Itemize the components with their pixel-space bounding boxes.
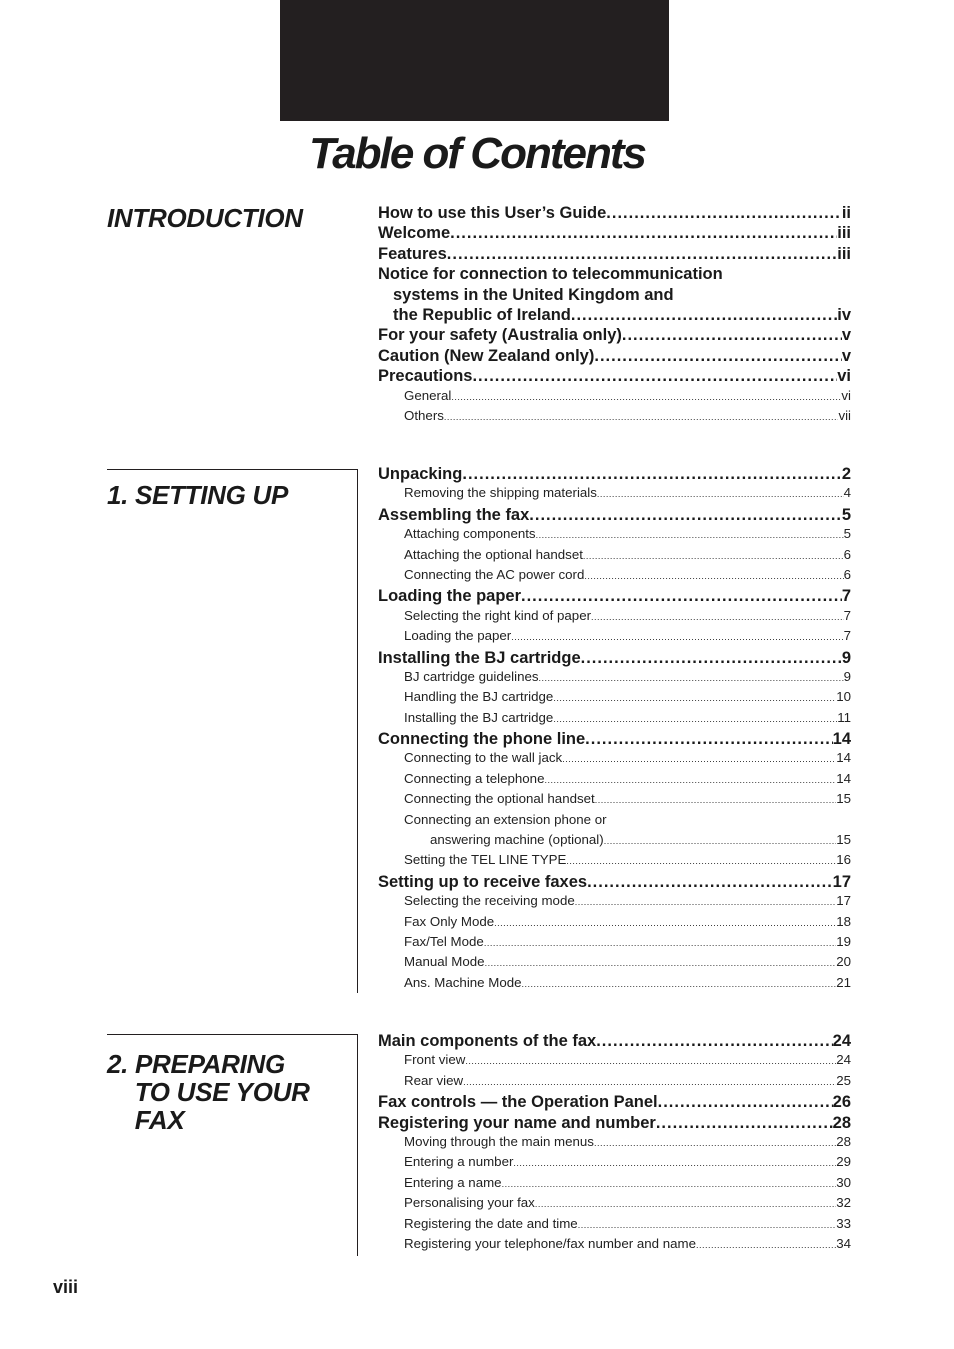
toc-subentry xyxy=(378,750,851,770)
toc-entry-title: Assembling the fax xyxy=(378,505,530,524)
toc-entry-title: Front view xyxy=(404,1052,466,1068)
toc-entry xyxy=(378,730,851,750)
toc-entry-title: How to use this User’s Guide xyxy=(378,204,607,222)
toc-entry-title: Features xyxy=(378,244,447,263)
toc-introduction xyxy=(378,204,851,428)
section-rule xyxy=(357,469,358,993)
section-title-line: TO USE YOUR xyxy=(107,1077,310,1107)
toc-subentry xyxy=(378,1216,851,1236)
toc-entry xyxy=(378,245,851,265)
dot-leader xyxy=(622,326,842,345)
toc-entry-title: Others xyxy=(404,407,444,423)
dot-leader xyxy=(447,245,837,264)
header-black-block xyxy=(280,0,669,121)
dot-leader xyxy=(451,388,841,403)
toc-entry-page: 2 xyxy=(841,465,851,483)
toc-entry-page: 9 xyxy=(843,668,851,684)
toc-entry-title: Setting up to receive faxes xyxy=(378,872,588,891)
toc-entry-title: Fax/Tel Mode xyxy=(404,933,484,949)
toc-subentry xyxy=(378,547,851,567)
toc-entry-title: Selecting the receiving mode xyxy=(404,893,575,909)
section-title-line: FAX xyxy=(107,1105,185,1135)
section-title-line: 1. SETTING UP xyxy=(107,480,289,510)
dot-leader xyxy=(450,224,837,243)
toc-entry-page: 19 xyxy=(836,933,851,949)
toc-entry-title: answering machine (optional) xyxy=(430,832,604,848)
toc-entry xyxy=(378,649,851,669)
toc-subentry xyxy=(378,608,851,628)
toc-entry-page: iii xyxy=(837,244,851,263)
toc-entry xyxy=(378,224,851,244)
toc-entry-page: 6 xyxy=(843,566,851,582)
toc-entry-title: Installing the BJ cartridge xyxy=(378,648,581,667)
toc-entry-title: General xyxy=(404,387,452,403)
dot-leader xyxy=(463,1073,836,1088)
dot-leader xyxy=(553,689,836,704)
toc-entry-continued: Connecting an extension phone or xyxy=(404,811,607,827)
toc-entry-page: iv xyxy=(837,305,851,324)
toc-entry-page: 14 xyxy=(832,730,851,749)
toc-entry-title: Unpacking xyxy=(378,465,463,483)
dot-leader xyxy=(583,547,844,562)
toc-entry-title: Welcome xyxy=(378,224,451,243)
toc-entry-page: 30 xyxy=(836,1174,851,1190)
dot-leader xyxy=(584,567,843,582)
toc-subentry xyxy=(378,388,851,408)
section-title-introduction xyxy=(107,204,303,232)
toc-subentry xyxy=(378,791,851,811)
dot-leader xyxy=(597,485,844,500)
toc-entry-page: 29 xyxy=(836,1154,851,1170)
dot-leader xyxy=(529,506,842,525)
dot-leader xyxy=(571,306,837,325)
toc-entry xyxy=(378,326,851,346)
toc-subentry xyxy=(378,1134,851,1154)
dot-leader xyxy=(566,852,836,867)
dot-leader xyxy=(553,710,837,725)
dot-leader xyxy=(522,975,837,990)
dot-leader xyxy=(513,1154,836,1169)
section-title-setting-up xyxy=(107,481,288,509)
toc-subentry xyxy=(378,771,851,791)
toc-entry-page: v xyxy=(841,326,851,345)
toc-entry-title: Setting the TEL LINE TYPE xyxy=(404,852,567,868)
toc-entry-page: vi xyxy=(841,387,851,403)
toc-entry-title: Loading the paper xyxy=(378,587,522,606)
toc-entry-page: 33 xyxy=(836,1215,851,1231)
toc-entry xyxy=(378,1093,851,1113)
toc-entry-title: Personalising your fax xyxy=(404,1195,535,1211)
toc-subentry xyxy=(378,710,851,730)
toc-subentry xyxy=(378,914,851,934)
toc-entry-title: Connecting a telephone xyxy=(404,770,545,786)
toc-subentry xyxy=(378,893,851,913)
dot-leader xyxy=(587,873,833,892)
dot-leader xyxy=(544,771,836,786)
toc-entry-continued: Notice for connection to telecommunication xyxy=(378,265,723,284)
dot-leader xyxy=(604,832,837,847)
toc-entry-page: 5 xyxy=(841,505,851,524)
toc-subentry xyxy=(378,1073,851,1093)
dot-leader xyxy=(585,730,832,749)
toc-entry-page: ii xyxy=(841,204,851,222)
toc-preparing xyxy=(378,1032,851,1256)
toc-entry-title: Entering a name xyxy=(404,1174,502,1190)
toc-entry-title: BJ cartridge guidelines xyxy=(404,668,539,684)
toc-subentry xyxy=(378,832,851,852)
toc-entry-title: Precautions xyxy=(378,367,473,386)
toc-entry xyxy=(378,1114,851,1134)
toc-subentry xyxy=(378,669,851,689)
toc-entry-title: Connecting the phone line xyxy=(378,730,586,749)
dot-leader xyxy=(578,1216,836,1231)
toc-entry-title: Registering the date and time xyxy=(404,1215,578,1231)
toc-subentry xyxy=(378,852,851,872)
toc-entry-title: Rear view xyxy=(404,1072,464,1088)
toc-entry-page: 6 xyxy=(843,546,851,562)
dot-leader xyxy=(539,669,844,684)
toc-entry-page: 28 xyxy=(832,1113,851,1132)
toc-entry-page: 10 xyxy=(836,689,851,705)
toc-entry-title: Manual Mode xyxy=(404,954,485,970)
toc-entry-continued: systems in the United Kingdom and xyxy=(393,285,674,304)
toc-entry-title: Selecting the right kind of paper xyxy=(404,607,592,623)
toc-entry-page: 24 xyxy=(832,1032,851,1050)
toc-subentry xyxy=(378,1175,851,1195)
dot-leader xyxy=(485,954,837,969)
toc-entry-page: 25 xyxy=(836,1072,851,1088)
dot-leader xyxy=(658,1093,833,1112)
section-rule xyxy=(357,1034,358,1256)
toc-entry-page: 5 xyxy=(843,526,851,542)
dot-leader xyxy=(596,1032,832,1051)
toc-entry-page: vii xyxy=(838,407,851,423)
toc-subentry xyxy=(378,934,851,954)
toc-entry-page: 15 xyxy=(836,791,851,807)
section-title-line: INTRODUCTION xyxy=(107,203,303,233)
dot-leader xyxy=(484,934,836,949)
toc-entry-title: Moving through the main menus xyxy=(404,1133,594,1149)
toc-subentry xyxy=(378,1154,851,1174)
dot-leader xyxy=(462,465,841,484)
toc-entry xyxy=(378,347,851,367)
toc-subentry xyxy=(378,689,851,709)
toc-subentry xyxy=(378,1052,851,1072)
toc-subentry xyxy=(378,975,851,995)
toc-entry-page: 17 xyxy=(832,872,851,891)
toc-entry-title: Connecting the optional handset xyxy=(404,791,595,807)
toc-subentry xyxy=(378,485,851,505)
toc-entry-page: iii xyxy=(837,224,851,243)
dot-leader xyxy=(595,791,836,806)
toc-entry-title: Ans. Machine Mode xyxy=(404,974,522,990)
toc-entry xyxy=(378,506,851,526)
toc-entry-page: vi xyxy=(837,367,851,386)
toc-subentry xyxy=(378,567,851,587)
toc-entry xyxy=(378,204,851,224)
dot-leader xyxy=(591,608,844,623)
toc-entry-title: Caution (New Zealand only) xyxy=(378,346,595,365)
toc-entry xyxy=(378,465,851,485)
toc-entry-title: Fax controls — the Operation Panel xyxy=(378,1093,658,1112)
dot-leader xyxy=(594,1134,836,1149)
toc-subentry xyxy=(378,954,851,974)
toc-entry-title: Loading the paper xyxy=(404,628,512,644)
toc-entry-page: 7 xyxy=(841,587,851,606)
toc-subentry xyxy=(378,1236,851,1256)
toc-entry-title: Registering your telephone/fax number and name xyxy=(404,1235,696,1251)
toc-subentry xyxy=(378,1195,851,1215)
dot-leader xyxy=(472,367,837,386)
toc-entry-title: the Republic of Ireland xyxy=(393,305,571,324)
toc-entry-page: 17 xyxy=(836,893,851,909)
toc-entry-page: v xyxy=(841,346,851,365)
dot-leader xyxy=(502,1175,837,1190)
toc-entry-page: 11 xyxy=(837,709,851,725)
toc-entry-page: 14 xyxy=(836,770,851,786)
toc-entry-page: 15 xyxy=(836,832,851,848)
toc-entry-title: For your safety (Australia only) xyxy=(378,326,622,345)
toc-entry-title: Handling the BJ cartridge xyxy=(404,689,554,705)
toc-entry-title: Connecting the AC power cord xyxy=(404,566,585,582)
toc-entry-title: Removing the shipping materials xyxy=(404,485,597,501)
dot-leader xyxy=(521,587,842,606)
dot-leader xyxy=(511,628,843,643)
dot-leader xyxy=(562,750,836,765)
dot-leader xyxy=(494,914,836,929)
toc-subentry xyxy=(378,628,851,648)
section-divider xyxy=(107,469,358,470)
toc-entry-page: 18 xyxy=(836,913,851,929)
dot-leader xyxy=(656,1114,833,1133)
dot-leader xyxy=(606,204,842,223)
toc-entry-title: Main components of the fax xyxy=(378,1032,597,1050)
dot-leader xyxy=(444,408,839,423)
toc-entry-title: Installing the BJ cartridge xyxy=(404,709,554,725)
toc-entry-page: 14 xyxy=(836,750,851,766)
dot-leader xyxy=(581,649,842,668)
toc-entry-page: 26 xyxy=(832,1093,851,1112)
toc-entry xyxy=(378,873,851,893)
toc-entry-page: 34 xyxy=(836,1235,851,1251)
toc-entry-page: 24 xyxy=(836,1052,851,1068)
section-divider xyxy=(107,1034,358,1035)
toc-entry-title: Attaching components xyxy=(404,526,536,542)
toc-entry-page: 4 xyxy=(843,485,851,501)
toc-entry xyxy=(378,367,851,387)
toc-entry-title: Entering a number xyxy=(404,1154,514,1170)
dot-leader xyxy=(575,893,836,908)
toc-entry xyxy=(378,306,851,326)
toc-entry-page: 32 xyxy=(836,1195,851,1211)
dot-leader xyxy=(594,347,841,366)
toc-entry-page: 16 xyxy=(836,852,851,868)
toc-entry-page: 9 xyxy=(841,648,851,667)
toc-entry xyxy=(378,587,851,607)
toc-entry-page: 20 xyxy=(836,954,851,970)
toc-entry-page: 28 xyxy=(836,1133,851,1149)
section-title-preparing xyxy=(107,1050,310,1134)
dot-leader xyxy=(535,1195,836,1210)
toc-entry-page: 21 xyxy=(836,974,851,990)
toc-entry-title: Connecting to the wall jack xyxy=(404,750,563,766)
dot-leader xyxy=(696,1236,836,1251)
dot-leader xyxy=(465,1052,836,1067)
toc-entry-title: Fax Only Mode xyxy=(404,913,495,929)
dot-leader xyxy=(536,526,844,541)
toc-entry-page: 7 xyxy=(843,607,851,623)
toc-entry-title: Registering your name and number xyxy=(378,1113,656,1132)
toc-subentry xyxy=(378,408,851,428)
toc-entry-page: 7 xyxy=(843,628,851,644)
toc-subentry xyxy=(378,526,851,546)
toc-entry xyxy=(378,1032,851,1052)
page-title: Table of Contents xyxy=(309,129,645,178)
toc-entry-title: Attaching the optional handset xyxy=(404,546,583,562)
section-title-line: 2. PREPARING xyxy=(107,1049,285,1079)
toc-setting-up xyxy=(378,465,851,995)
page-number: viii xyxy=(53,1277,79,1297)
